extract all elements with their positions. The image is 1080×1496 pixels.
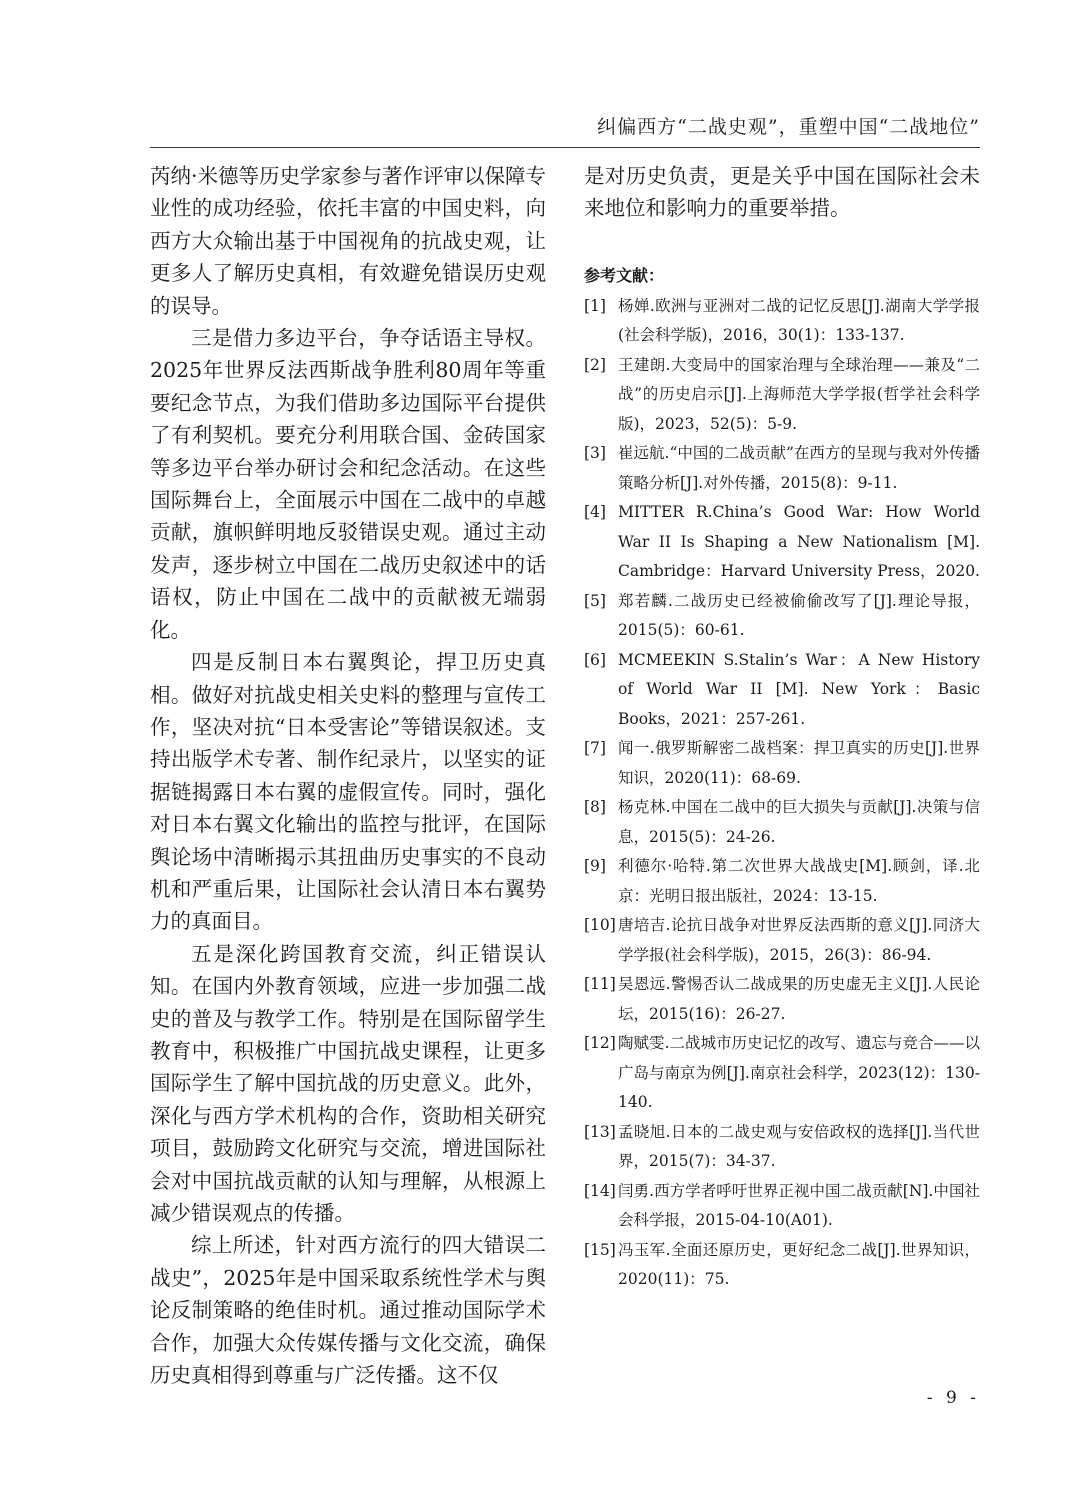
paragraph-continuation: 是对历史负责，更是关乎中国在国际社会未来地位和影响力的重要举措。 [584,164,980,221]
reference-text: 唐培吉.论抗日战争对世界反法西斯的意义[J].同济大学学报(社会科学版)，2015，26(3)：86-94. [618,916,980,964]
reference-item [584,734,980,793]
reference-item [584,1177,980,1236]
reference-text: 闻一.俄罗斯解密二战档案：捍卫真实的历史[J].世界知识，2020(11)：68-69. [618,739,980,787]
references-title: 参考文献： [584,265,665,285]
reference-number: [3] [584,444,606,463]
reference-text: 王建朗.大变局中的国家治理与全球治理——兼及“二战”的历史启示[J].上海师范大学学报(哲学社会科学版)，2023，52(5)：5-9. [618,355,980,433]
reference-number: [6] [584,650,606,669]
reference-number: [15] [584,1240,616,1259]
reference-item [584,852,980,911]
reference-item [584,1118,980,1177]
reference-text: 陶赋雯.二战城市历史记忆的改写、遗忘与竞合——以广岛与南京为例[J].南京社会科学，2023(12)：130-140. [618,1034,980,1112]
reference-text: 冯玉军.全面还原历史，更好纪念二战[J].世界知识，2020(11)：75. [618,1240,980,1289]
reference-number: [13] [584,1122,616,1141]
paragraph: 五是深化跨国教育交流，纠正错误认知。在国内外教育领域，应进一步加强二战史的普及与教学工作。特别是在国际留学生教育中，积极推广中国抗战史课程，让更多国际学生了解中国抗战的历史意义。此外，深化与西方学术机构的合作，资助相关研究项目，鼓励跨文化研究与交流，增进国际社会对中国抗战贡献的认知与理解，从根源上减少错误观点的传播。 [150,941,546,1225]
reference-number: [14] [584,1181,616,1200]
reference-text: 吴恩远.警惕否认二战成果的历史虚无主义[J].人民论坛，2015(16)：26-27. [618,975,980,1023]
reference-text: MCMEEKIN S.Stalin’s War：A New History of World War II [M]. New York：Basic Books，2021：257-261. [618,650,980,728]
reference-item [584,970,980,1029]
page-number: - 9 - [926,1388,980,1408]
reference-item [584,1029,980,1118]
reference-item [584,646,980,735]
right-column [584,160,980,1295]
reference-number: [1] [584,296,606,315]
reference-text: 杨婵.欧洲与亚洲对二战的记忆反思[J].湖南大学学报(社会科学版)，2016，30(1)：133-137. [618,296,980,345]
reference-item [584,1236,980,1295]
paragraph: 四是反制日本右翼舆论，捍卫历史真相。做好对抗战史相关史料的整理与宣传工作，坚决对抗“日本受害论”等错误叙述。支持出版学术专著、制作纪录片，以坚实的证据链揭露日本右翼的虚假宣传。同时，强化对日本右翼文化输出的监控与批评，在国际舆论场中清晰揭示其扭曲历史事实的不良动机和严重后果，让国际社会认清日本右翼势力的真面目。 [150,650,546,934]
references-list [584,292,980,1295]
reference-text: 闫勇.西方学者呼吁世界正视中国二战贡献[N].中国社会科学报，2015-04-10(A01). [618,1181,980,1230]
reference-number: [5] [584,591,606,610]
reference-number: [9] [584,857,606,876]
reference-text: 郑若麟.二战历史已经被偷偷改写了[J].理论导报，2015(5)：60-61. [618,591,980,640]
reference-item [584,351,980,440]
reference-number: [8] [584,798,606,817]
reference-text: 孟晓旭.日本的二战史观与安倍政权的选择[J].当代世界，2015(7)：34-37. [618,1122,980,1171]
reference-item [584,439,980,498]
reference-text: 利德尔·哈特.第二次世界大战战史[M].顾剑，译.北京：光明日报出版社，2024：13-15. [618,857,980,905]
reference-number: [7] [584,739,606,758]
paragraph: 芮纳·米德等历史学家参与著作评审以保障专业性的成功经验，依托丰富的中国史料，向西方大众输出基于中国视角的抗战史观，让更多人了解历史真相，有效避免错误历史观的误导。 [150,164,547,318]
reference-text: 崔远航.“中国的二战贡献”在西方的呈现与我对外传播策略分析[J].对外传播，2015(8)：9-11. [618,444,980,492]
paragraph: 综上所述，针对西方流行的四大错误二战史”，2025年是中国采取系统性学术与舆论反制策略的绝佳时机。通过推动国际学术合作，加强大众传媒传播与文化交流，确保历史真相得到尊重与广泛传播。这不仅 [150,1233,546,1388]
reference-item [584,587,980,646]
reference-item [584,911,980,970]
reference-number: [12] [584,1034,616,1053]
left-column [150,160,546,1391]
reference-item [584,292,980,351]
reference-number: [11] [584,975,616,994]
reference-number: [2] [584,355,606,374]
reference-text: 杨克林.中国在二战中的巨大损失与贡献[J].决策与信息，2015(5)：24-26. [618,798,980,846]
reference-number: [4] [584,503,606,522]
reference-number: [10] [584,916,616,935]
reference-item [584,498,980,587]
running-header: 纠偏西方“二战史观”，重塑中国“二战地位” [597,116,980,138]
paragraph: 三是借力多边平台，争夺话语主导权。2025年世界反法西斯战争胜利80周年等重要纪念节点，为我们借助多边国际平台提供了有利契机。要充分利用联合国、金砖国家等多边平台举办研讨会和纪念活动。在这些国际舞台上，全面展示中国在二战中的卓越贡献，旗帜鲜明地反驳错误史观。通过主动发声，逐步树立中国在二战历史叙述中的话语权，防止中国在二战中的贡献被无端弱化。 [150,326,546,642]
reference-text: MITTER R.China’s Good War: How World War II Is Shaping a New Nationalism [M]. Cambridge：Harvard University Press，2020. [618,503,980,581]
reference-item [584,793,980,852]
header-rule [150,147,980,148]
